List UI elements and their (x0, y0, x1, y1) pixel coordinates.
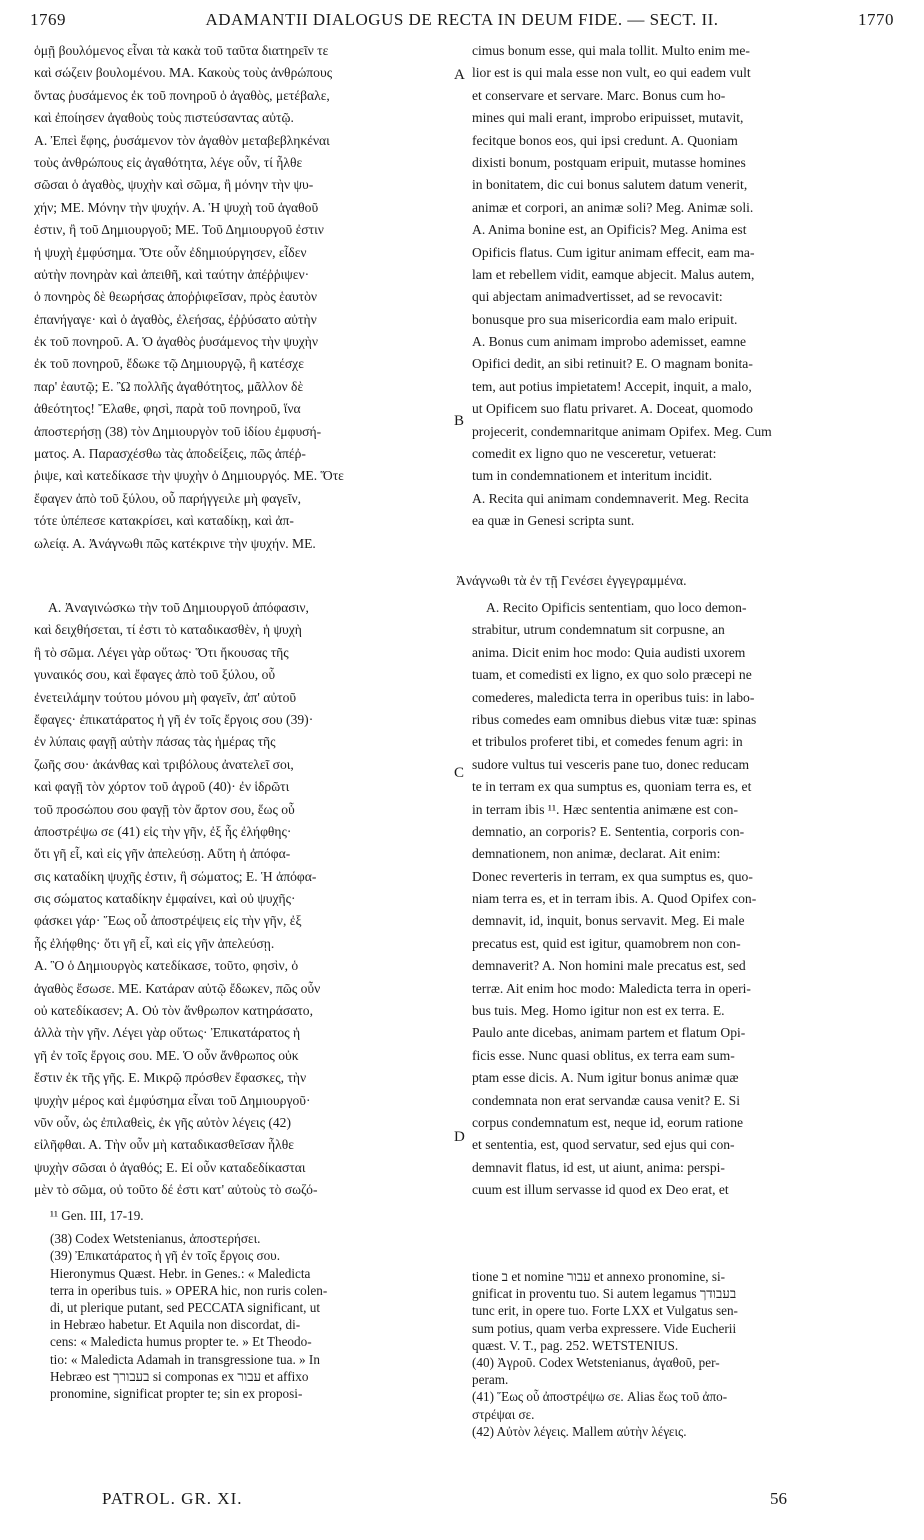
text-line: οὐ κατεδίκασεν; Α. Οὐ τὸν ἄνθρωπον κατηράσατο, (34, 1003, 313, 1019)
running-header (30, 10, 894, 36)
text-line: peram. (472, 1372, 509, 1388)
text-line: bonusque pro sua misericordia eam malo eripuit. (472, 311, 738, 327)
text-line: τοὺς ἀνθρώπους εἰς ἀγαθότητα, λέγε οὖν, τί ἦλθε (34, 154, 303, 170)
text-line: tione ב et nomine עבור et annexo pronomine, si- (472, 1269, 726, 1284)
text-line: bus tuis. Meg. Homo igitur non est ex terra. E. (472, 1003, 725, 1019)
text-line: ptam esse dicis. A. Num igitur bonus animæ quæ (472, 1070, 739, 1086)
text-line: di, ut plerique putant, sed PECCATA significant, ut (50, 1299, 320, 1315)
greek-column-top (34, 40, 450, 555)
text-line: corpus condemnatum est, neque id, eorum ratione (472, 1114, 744, 1130)
text-line: σῶσαι ὁ ἀγαθὸς, ψυχὴν καὶ σῶμα, ἢ μόνην τὴν ψυ- (34, 177, 314, 193)
footnotes-left (50, 1207, 450, 1402)
text-line: (42) Αὐτὸν λέγεις. Mallem αὐτὴν λέγεις. (472, 1423, 687, 1439)
text-line: terræ. Ait enim hoc modo: Maledicta terra in operi- (472, 980, 751, 996)
text-line: ἐν λύπαις φαγῇ αὐτὴν πάσας τὰς ἡμέρας τῆς (34, 734, 276, 750)
text-line: animæ et corpori, an animæ soli? Meg. Animæ soli. (472, 199, 754, 215)
text-line: A. Bonus cum animam improbo ademisset, eamne (472, 334, 747, 350)
text-line: projecerit, condemnaritque animam Opifex. Meg. Cum (472, 423, 772, 439)
text-line: (39) Ἐπικατάρατος ἡ γῆ ἐν τοῖς ἔργοις σου. (50, 1248, 280, 1264)
text-line: tunc erit, in opere tuo. Forte LXX et Vulgatus sen- (472, 1303, 738, 1319)
text-line: et tribulos proferet tibi, et comedes fenum agri: in (472, 734, 743, 750)
text-line: ἡ ψυχὴ ἐμφύσημα. Ὅτε οὖν ἐδημιούργησεν, εἶδεν (34, 244, 307, 260)
text-line: demnavit flatus, id est, ut aiunt, anima: perspi- (472, 1159, 725, 1175)
text-line: καὶ σώζειν βουλομένου. ΜΑ. Κακοὺς τοὺς ἀνθρώπους (34, 65, 333, 81)
text-line: ματος. Α. Παρασχέσθω τὰς ἀποδείξεις, πῶς ἀπέῤ- (34, 446, 306, 462)
text-line: γυναικός σου, καὶ ἔφαγες ἀπὸ τοῦ ξύλου, οὗ (34, 667, 276, 683)
text-line: Hieronymus Quæst. Hebr. in Genes.: « Maledicta (50, 1265, 311, 1281)
page-number-left: 1769 (30, 10, 66, 29)
text-line: tem, aut potius impietatem! Accepit, inquit, a malo, (472, 378, 752, 394)
text-line: ἀλλὰ τὴν γῆν. Λέγει γὰρ οὕτως· Ἐπικατάρατος ἡ (34, 1025, 301, 1041)
margin-marker-b: B (454, 413, 465, 429)
text-line: Paulo ante dicebas, animam partem et flatum Opi- (472, 1025, 746, 1041)
text-line: anima. Dicit enim hoc modo: Quia audisti uxorem (472, 644, 746, 660)
text-line: σις σώματος καταδίκην ἐμφαίνει, καὶ οὐ ψυχῆς· (34, 891, 296, 907)
text-line: A. Anima bonine est, an Opificis? Meg. Anima est (472, 222, 747, 238)
text-line: (41) Ἕως οὗ ἀποστρέψω σε. Alias ἕως τοῦ ἀπο- (472, 1389, 728, 1405)
margin-marker-d: D (454, 1129, 465, 1145)
latin-column-bottom (472, 597, 890, 1202)
text-line: ὁ πονηρὸς δὲ θεωρήσας ἀποῤῥιφεῖσαν, πρὸς ἑαυτὸν (34, 289, 318, 305)
text-line: te in terram ex qua sumptus es, quoniam terra es, et (472, 779, 752, 795)
text-line: et sententia, est, quod servatur, sed ejus qui con- (472, 1137, 735, 1153)
text-line: mines qui mali erant, improbo eripuisset, mutavit, (472, 110, 744, 126)
text-line: Donec reverteris in terram, ex qua sumptus es, quo- (472, 868, 753, 884)
text-line: ἐνετειλάμην τούτου μόνου μὴ φαγεῖν, ἀπ' αὐτοῦ (34, 689, 297, 705)
text-line: καὶ φαγῇ τὸν χόρτον τοῦ ἀγροῦ (40)· ἐν ἱδρῶτι (34, 779, 290, 795)
text-line: ὄντας ῥυσάμενος ἐκ τοῦ πονηροῦ ὁ ἀγαθὸς, μετέβαλε, (34, 87, 330, 103)
text-line: ἔστιν ἐκ τῆς γῆς. Ε. Μικρῷ πρόσθεν ἔφασκες, τὴν (34, 1070, 307, 1086)
text-line: ὁμῇ βουλόμενος εἶναι τὰ κακὰ τοῦ ταῦτα διατηρεῖν τε (34, 43, 329, 58)
text-line: ἀθεότητος! Ἔλαθε, φησὶ, παρὰ τοῦ πονηροῦ, ἵνα (34, 401, 301, 417)
text-line: Hebræo est בעבורך si componas ex עבור et affixo (50, 1368, 309, 1384)
text-line: ἐκ τοῦ πονηροῦ, ἔδωκε τῷ Δημιουργῷ, ἢ κατέσχε (34, 356, 304, 372)
text-line: ut Opificem suo flatu privaret. A. Doceat, quomodo (472, 401, 753, 417)
text-line: καὶ δειχθήσεται, τί ἐστι τὸ καταδικασθὲν, ἡ ψυχὴ (34, 622, 302, 638)
text-line: comedit ex ligno quo ne vesceretur, vetuerat: (472, 446, 717, 462)
text-line: A. Recito Opificis sententiam, quo loco demon- (486, 600, 747, 615)
text-line: παρ' ἑαυτῷ; Ε. Ὢ πολλῆς ἀγαθότητος, μᾶλλον δὲ (34, 378, 304, 394)
text-line: niam terra es, et in terram ibis. A. Quod Opifex con- (472, 891, 757, 907)
page-footer (0, 1489, 924, 1515)
text-line: ἢ τὸ σῶμα. Λέγει γὰρ οὕτως· Ὅτι ἤκουσας τῆς (34, 644, 289, 660)
text-line: lam et rebellem vidit, eamque abjecit. Malus autem, (472, 266, 755, 282)
text-line: (38) Codex Wetstenianus, ἀποστερήσει. (50, 1231, 261, 1247)
text-line: gnificat in proventu tuo. Si autem legamus בעבודך (472, 1286, 737, 1302)
text-line: fecitque bonos eos, qui ipsi credunt. A. Quoniam (472, 132, 738, 148)
text-line: νῦν οὖν, ὡς ἐπιλαθεὶς, ἐκ γῆς αὐτὸν λέγεις (42) (34, 1114, 292, 1130)
text-line: cimus bonum esse, qui mala tollit. Multo enim me- (472, 43, 750, 58)
text-line: ἔφαγεν ἀπὸ τοῦ ξύλου, οὗ παρήγγειλε μὴ φαγεῖν, (34, 490, 302, 506)
text-line: cuum est illum servasse id quod ex Deo erat, et (472, 1182, 729, 1198)
text-line: ἧς ἐλήφθης· ὅτι γῆ εἶ, καὶ εἰς γῆν ἀπελεύσῃ. (34, 935, 275, 951)
text-line: ὅτι γῆ εἶ, καὶ εἰς γῆν ἀπελεύσῃ. Αὕτη ἡ ἀπόφα- (34, 846, 291, 862)
text-line: tuam, et comedisti ex ligno, ex quo solo præcepi ne (472, 667, 752, 683)
text-line: ¹¹ Gen. III, 17-19. (50, 1208, 144, 1223)
text-line: pronomine, significat propter te; sin ex proposi- (50, 1385, 303, 1401)
latin-column-top (472, 40, 890, 533)
text-line: in terram ibis ¹¹. Hæc sententia animæne est con- (472, 801, 738, 817)
text-line: demnaverit? A. Non homini male precatus est, sed (472, 958, 746, 974)
text-line: lior est is qui mala esse non vult, eo qui eadem vult (472, 65, 751, 81)
text-line: (40) Ἀγροῦ. Codex Wetstenianus, ἀγαθοῦ, per- (472, 1354, 720, 1370)
text-line: strabitur, utrum condemnatum sit corpusne, an (472, 622, 725, 638)
running-title: ADAMANTII DIALOGUS DE RECTA IN DEUM FIDE. — SECT. II. (205, 10, 719, 29)
text-line: in bonitatem, dic cui bonus salutem datum venerit, (472, 177, 748, 193)
text-line: demnavit, id, inquit, bonus servavit. Meg. Ei male (472, 913, 745, 929)
text-line: ficis esse. Nunc quasi oblitus, ex terra eam sum- (472, 1047, 735, 1063)
text-line: Α. Ἀναγινώσκω τὴν τοῦ Δημιουργοῦ ἀπόφασιν, (48, 600, 309, 615)
text-line: tum in condemnationem et interitum incidit. (472, 468, 713, 484)
text-line: στρέψαι σε. (472, 1406, 535, 1422)
text-line: dixisti bonum, postquam eripuit, mutasse homines (472, 154, 746, 170)
text-line: quæst. V. T., pag. 252. WETSTENIUS. (472, 1337, 679, 1353)
text-line: cens: « Maledicta humus propter te. » Et Theodo- (50, 1334, 312, 1350)
text-line: qui abjectam animadvertisset, ad se revocavit: (472, 289, 723, 305)
text-line: A. Recita qui animam condemnaverit. Meg. Recita (472, 490, 749, 506)
text-line: demnationem, non animæ, declarat. Ait enim: (472, 846, 721, 862)
page-number-right: 1770 (858, 10, 894, 29)
spanning-line: Ἀνάγνωθι τὰ ἐν τῇ Γενέσει ἐγγεγραμμένα. (456, 573, 687, 588)
text-line: ἀγαθὸς ἔσωσε. ΜΕ. Κατάραν αὐτῷ ἔδωκεν, πῶς οὖν (34, 980, 321, 996)
text-line: Opificis flatus. Cum igitur animam effecit, eam ma- (472, 244, 755, 260)
text-line: μὲν τὸ σῶμα, οὐ τοῦτο δέ ἐστι κατ' αὐτοὺς τὸ σωζό- (34, 1182, 318, 1198)
text-line: tio: « Maledicta Adamah in transgressione tua. » In (50, 1351, 320, 1367)
text-line: ἐπανήγαγε· καὶ ὁ ἀγαθὸς, ἐλεήσας, ἐῤῥύσατο αὐτὴν (34, 311, 317, 327)
text-line: terra in operibus tuis. » OPERA hic, non ruris colen- (50, 1282, 328, 1298)
text-line: τότε ὑπέπεσε κατακρίσει, καὶ καταδίκῃ, καὶ ἀπ- (34, 513, 294, 529)
text-line: ωλείᾳ. Α. Ἀνάγνωθι πῶς κατέκρινε τὴν ψυχήν. ΜΕ. (34, 535, 316, 551)
greek-column-bottom (34, 597, 450, 1202)
text-line: sudore vultus tui vesceris pane tuo, donec reducam (472, 756, 750, 772)
text-line: γῆ ἐν τοῖς ἔργοις σου. ΜΕ. Ὁ οὖν ἄνθρωπος οὐκ (34, 1047, 299, 1063)
text-line: ζωῆς σου· ἀκάνθας καὶ τριβόλους ἀνατελεῖ σοι, (34, 756, 294, 772)
text-line: ἐστιν, ἢ τοῦ Δημιουργοῦ; ΜΕ. Τοῦ Δημιουργοῦ ἐστιν (34, 222, 324, 238)
text-line: demnatio, an corporis? E. Sententia, corporis con- (472, 823, 745, 839)
text-line: ea quæ in Genesi scripta sunt. (472, 513, 635, 529)
footnotes-right (472, 1268, 892, 1440)
footer-signature: 56 (770, 1489, 787, 1508)
text-line: et conservare et servare. Marc. Bonus cum ho- (472, 87, 726, 103)
text-line: ῥιψε, καὶ κατεδίκασε τὴν ψυχὴν ὁ Δημιουργός. ΜΕ. Ὅτε (34, 468, 344, 484)
text-line: condemnata non erat servandæ causa venit? E. Si (472, 1092, 741, 1108)
text-line: εἰλῆφθαι. Α. Τὴν οὖν μὴ καταδικασθεῖσαν ἦλθε (34, 1137, 294, 1153)
text-line: Α. Ἐπεὶ ἔφης, ῥυσάμενον τὸν ἀγαθὸν μεταβεβληκέναι (34, 132, 330, 148)
footer-volume: PATROL. GR. XI. (102, 1489, 243, 1508)
text-line: precatus est, quid est igitur, quamobrem non con- (472, 935, 741, 951)
text-line: ἔφαγες· ἐπικατάρατος ἡ γῆ ἐν τοῖς ἔργοις σου (39)· (34, 711, 314, 727)
margin-marker-c: C (454, 765, 465, 781)
text-line: in Hebræo habetur. Et Aquila non discordat, di- (50, 1317, 301, 1333)
text-line: ψυχὴν σῶσαι ὁ ἀγαθός; Ε. Εἰ οὖν καταδεδίκασται (34, 1159, 306, 1175)
text-line: comederes, maledicta terra in operibus tuis: in labo- (472, 689, 755, 705)
text-line: ἐκ τοῦ πονηροῦ. Α. Ὁ ἀγαθὸς ῥυσάμενος τὴν ψυχὴν (34, 334, 319, 350)
text-line: σις καταδίκη ψυχῆς ἐστιν, ἢ σώματος; Ε. Ἡ ἀπόφα- (34, 868, 317, 884)
text-line: ψυχὴν μέρος καὶ ἐμφύσημα εἶναι τοῦ Δημιουργοῦ· (34, 1092, 311, 1108)
text-line: χήν; ΜΕ. Μόνην τὴν ψυχήν. Α. Ἡ ψυχὴ τοῦ ἀγαθοῦ (34, 199, 319, 215)
text-line: τοῦ προσώπου σου φαγῇ τὸν ἄρτον σου, ἕως οὗ (34, 801, 295, 817)
text-line: καὶ ἐποίησεν ἀγαθοὺς τοὺς πιστεύσαντας αὐτῷ. (34, 110, 294, 126)
text-line: ribus comedes eam omnibus diebus vitæ tuæ: spinas (472, 711, 757, 727)
text-line: Opifici dedit, an sibi retinuit? E. O magnam bonita- (472, 356, 753, 372)
margin-marker-a: A (454, 67, 465, 83)
text-line: sum potius, quam verba expressere. Vide Eucherii (472, 1320, 737, 1336)
text-line: ἀποστερήσῃ (38) τὸν Δημιουργὸν τοῦ ἰδίου ἐμφυσή- (34, 423, 322, 439)
text-line: φάσκει γάρ· Ἕως οὗ ἀποστρέψεις εἰς τὴν γῆν, ἐξ (34, 913, 302, 929)
text-line: Α. Ὃ ὁ Δημιουργὸς κατεδίκασε, τοῦτο, φησὶν, ὁ (34, 958, 299, 974)
text-line: ἀποστρέψω σε (41) εἰς τὴν γῆν, ἐξ ἧς ἐλήφθης· (34, 823, 292, 839)
text-line: αὐτὴν πονηρὰν καὶ ἀπειθῆ, καὶ ταύτην ἀπέῤῥιψεν· (34, 266, 310, 282)
